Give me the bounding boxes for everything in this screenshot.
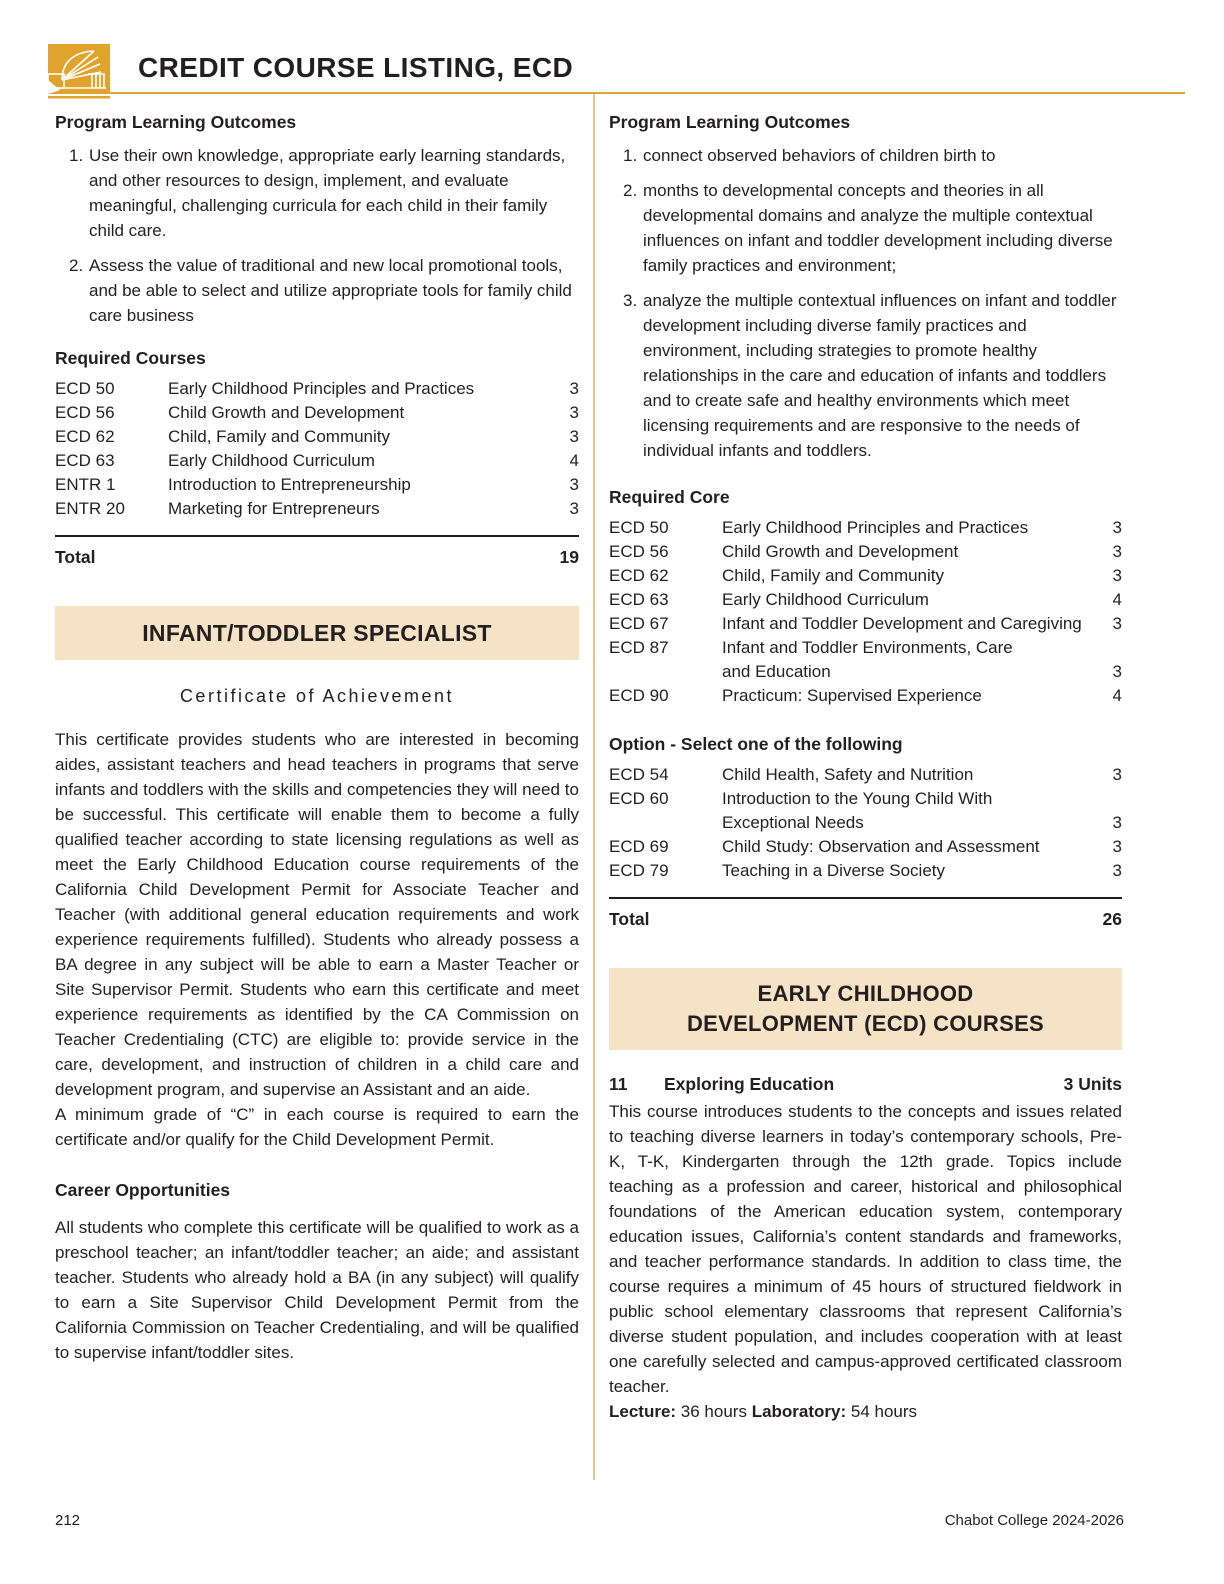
content-columns [0, 94, 1224, 1486]
list-number: 1. [69, 146, 84, 165]
chabot-college-building-icon [48, 44, 110, 100]
career-opportunities-heading: Career Opportunities [55, 1180, 231, 1200]
list-text: months to developmental concepts and theories in all developmental domains and analyze the multiple contextual influences on infant and toddler development including diverse family practices and environment; [643, 181, 1113, 275]
table-row [609, 516, 1122, 540]
course-units: 3 [1112, 614, 1122, 633]
course-units: 4 [1112, 686, 1122, 705]
course-title: Practicum: Supervised Experience [722, 686, 982, 705]
course-title: Teaching in a Diverse Society [722, 861, 946, 880]
course-code: ECD 62 [609, 566, 669, 585]
page-footer [55, 1512, 1124, 1529]
table-row [609, 660, 1122, 684]
right-plo-heading: Program Learning Outcomes [609, 112, 851, 132]
course-title: Child Growth and Development [168, 403, 405, 422]
course-code [609, 811, 722, 835]
course-title: Infant and Toddler Development and Caregiving [722, 614, 1082, 633]
course-code: ECD 56 [609, 542, 669, 561]
required-courses-heading: Required Courses [55, 348, 206, 368]
certificate-subtitle: Certificate of Achievement [179, 686, 455, 706]
course-title: Marketing for Entrepreneurs [168, 499, 380, 518]
required-core-heading: Required Core [609, 487, 730, 507]
course-code: ECD 63 [55, 451, 115, 470]
lecture-label: Lecture: [609, 1402, 677, 1421]
list-item [55, 143, 579, 243]
total-row [55, 535, 579, 568]
course-title: Early Childhood Curriculum [722, 590, 929, 609]
course-units: 3 [569, 379, 579, 398]
laboratory-label: Laboratory: [751, 1402, 847, 1421]
course-title: Introduction to the Young Child With [722, 789, 993, 808]
course-code: ECD 60 [609, 789, 669, 808]
infant-toddler-specialist-banner [55, 606, 579, 660]
table-row [609, 787, 1122, 811]
table-row [609, 636, 1122, 660]
course-title: and Education [722, 662, 831, 681]
list-item [55, 253, 579, 328]
course-code: ECD 62 [55, 427, 115, 446]
required-courses-table [55, 377, 579, 521]
course-code: ECD 50 [609, 518, 669, 537]
course-units: 3 [1112, 518, 1122, 537]
course-units: 3 [569, 475, 579, 494]
course-units: 3 [1112, 662, 1122, 681]
page-header [0, 0, 1224, 94]
left-column [55, 94, 579, 1486]
table-row [609, 763, 1122, 787]
course-code: ECD 90 [609, 686, 669, 705]
course-entry-title: Exploring Education [664, 1074, 835, 1094]
course-code: ENTR 20 [55, 499, 125, 518]
course-title: Child, Family and Community [722, 566, 945, 585]
course-units: 4 [1112, 590, 1122, 609]
list-number: 3. [623, 291, 638, 310]
table-row [609, 564, 1122, 588]
list-text: Use their own knowledge, appropriate early learning standards, and other resources to design, implement, and evaluate meaningful, challenging curricula for each child in their family child care. [89, 146, 566, 240]
course-title: Early Childhood Curriculum [168, 451, 375, 470]
course-code: ECD 54 [609, 765, 669, 784]
ecd-courses-banner [609, 968, 1122, 1050]
course-units: 3 [569, 499, 579, 518]
total-row [609, 897, 1122, 930]
page-number: 212 [55, 1512, 81, 1529]
course-code: ECD 67 [609, 614, 669, 633]
page-title: CREDIT COURSE LISTING, ECD [138, 52, 574, 83]
course-title: Child Health, Safety and Nutrition [722, 765, 974, 784]
table-row [609, 684, 1122, 708]
course-units: 3 [1112, 542, 1122, 561]
banner-text: INFANT/TODDLER SPECIALIST [142, 620, 492, 646]
course-title: Infant and Toddler Environments, Care [722, 638, 1013, 657]
column-divider [593, 94, 595, 1480]
table-row [609, 588, 1122, 612]
total-units: 19 [559, 547, 579, 567]
option-table [609, 763, 1122, 883]
list-number: 1. [623, 146, 638, 165]
total-units: 26 [1102, 909, 1122, 929]
course-description: This course introduces students to the concepts and issues related to teaching diverse learners in today’s contemporary schools, Pre-K, T-K, Kindergarten through the 12th grade. Topics include teaching as a profession and career, historical and philosophical foundations of the American education system, contemporary education issues, California’s content standards and frameworks, and teacher performance standards. In addition to class time, the course requires a minimum of 45 hours of structured fieldwork in public school elementary classrooms that represent California’s diverse student population, and includes cooperation with at least one carefully selected and campus-approved certificated classroom teacher. [609, 1102, 1122, 1396]
course-title: Child Growth and Development [722, 542, 959, 561]
table-row [609, 811, 1122, 835]
certificate-grade-note: A minimum grade of “C” in each course is required to earn the certificate and/or qualify for the Child Development Permit. [55, 1105, 579, 1149]
course-title: Early Childhood Principles and Practices [168, 379, 475, 398]
course-units [1088, 636, 1122, 660]
course-code: ECD 56 [55, 403, 115, 422]
table-row [55, 425, 579, 449]
list-text: connect observed behaviors of children birth to [643, 146, 996, 165]
banner-text-line2: DEVELOPMENT (ECD) COURSES [686, 1011, 1045, 1036]
course-title: Child Study: Observation and Assessment [722, 837, 1040, 856]
course-units: 3 [569, 403, 579, 422]
table-row [55, 449, 579, 473]
course-hours [609, 1399, 1122, 1424]
table-row [55, 473, 579, 497]
right-column [609, 94, 1122, 1486]
course-units [1088, 787, 1122, 811]
laboratory-value: 54 hours [846, 1402, 918, 1421]
college-name-footer: Chabot College 2024-2026 [944, 1512, 1124, 1529]
list-number: 2. [69, 256, 84, 275]
list-text: Assess the value of traditional and new local promotional tools, and be able to select and utilize appropriate tools for family child care business [89, 256, 572, 325]
course-number: 11 [609, 1074, 628, 1094]
list-number: 2. [623, 181, 638, 200]
lecture-value: 36 hours [676, 1402, 752, 1421]
left-plo-heading: Program Learning Outcomes [55, 112, 297, 132]
total-label: Total [609, 909, 650, 929]
total-label: Total [55, 547, 96, 567]
banner-text-line1: EARLY CHILDHOOD [757, 981, 974, 1006]
course-entry-header [609, 1074, 1122, 1095]
course-title: Child, Family and Community [168, 427, 391, 446]
course-units: 3 [1112, 765, 1122, 784]
course-units: 3 [1112, 837, 1122, 856]
course-units: 3 [1112, 566, 1122, 585]
course-code: ECD 63 [609, 590, 669, 609]
list-item [609, 143, 1122, 168]
course-units: 4 [569, 451, 579, 470]
course-code: ECD 79 [609, 861, 669, 880]
list-text: analyze the multiple contextual influences on infant and toddler development including diverse family practices and environment, including strategies to promote healthy relationships in the care and education of infants and toddlers and to create safe and healthy environments which meet licensing requirements and are responsive to the needs of individual infants and toddlers. [643, 291, 1117, 460]
option-heading: Option - Select one of the following [609, 734, 903, 754]
required-core-table [609, 516, 1122, 708]
table-row [609, 835, 1122, 859]
course-code: ECD 87 [609, 638, 669, 657]
certificate-description: This certificate provides students who are interested in becoming aides, assistant teachers and head teachers in programs that serve infants and toddlers with the skills and competencies they will need to be successful. This certificate will enable them to become a fully qualified teacher according to state licensing regulations as well as meet the Early Childhood Education course requirements of the California Child Development Permit for Associate Teacher and Teacher (with additional general education requirements and work experience requirements fulfilled). Students who already possess a BA degree in any subject will be able to earn a Master Teacher or Site Supervisor Permit. Students who earn this certificate and meet experience requirements as identified by the CA Commission on Teacher Credentialing (CTC) are eligible to: provide service in the care, development, and instruction of children in a child care and development program, and supervise an Assistant and an aide. [55, 730, 579, 1099]
course-title: Introduction to Entrepreneurship [168, 475, 411, 494]
table-row [55, 497, 579, 521]
career-opportunities-text: All students who complete this certificate will be qualified to work as a preschool teacher; an infant/toddler teacher; an aide; and assistant teacher. Students who already hold a BA (in any subject) will qualify to earn a Site Supervisor Child Development Permit from the California Commission on Teacher Credentialing, and will be qualified to supervise infant/toddler sites. [55, 1218, 579, 1362]
course-code [609, 660, 722, 684]
course-title: Exceptional Needs [722, 813, 864, 832]
table-row [55, 401, 579, 425]
list-item [609, 288, 1122, 463]
table-row [55, 377, 579, 401]
table-row [609, 540, 1122, 564]
table-row [609, 859, 1122, 883]
course-code: ENTR 1 [55, 475, 116, 494]
course-units: 3 [1112, 813, 1122, 832]
table-row [609, 612, 1122, 636]
course-code: ECD 69 [609, 837, 669, 856]
course-units: 3 [1112, 861, 1122, 880]
course-title: Early Childhood Principles and Practices [722, 518, 1029, 537]
course-units: 3 [569, 427, 579, 446]
list-item [609, 178, 1122, 278]
course-code: ECD 50 [55, 379, 115, 398]
course-entry-units: 3 Units [1063, 1074, 1122, 1094]
